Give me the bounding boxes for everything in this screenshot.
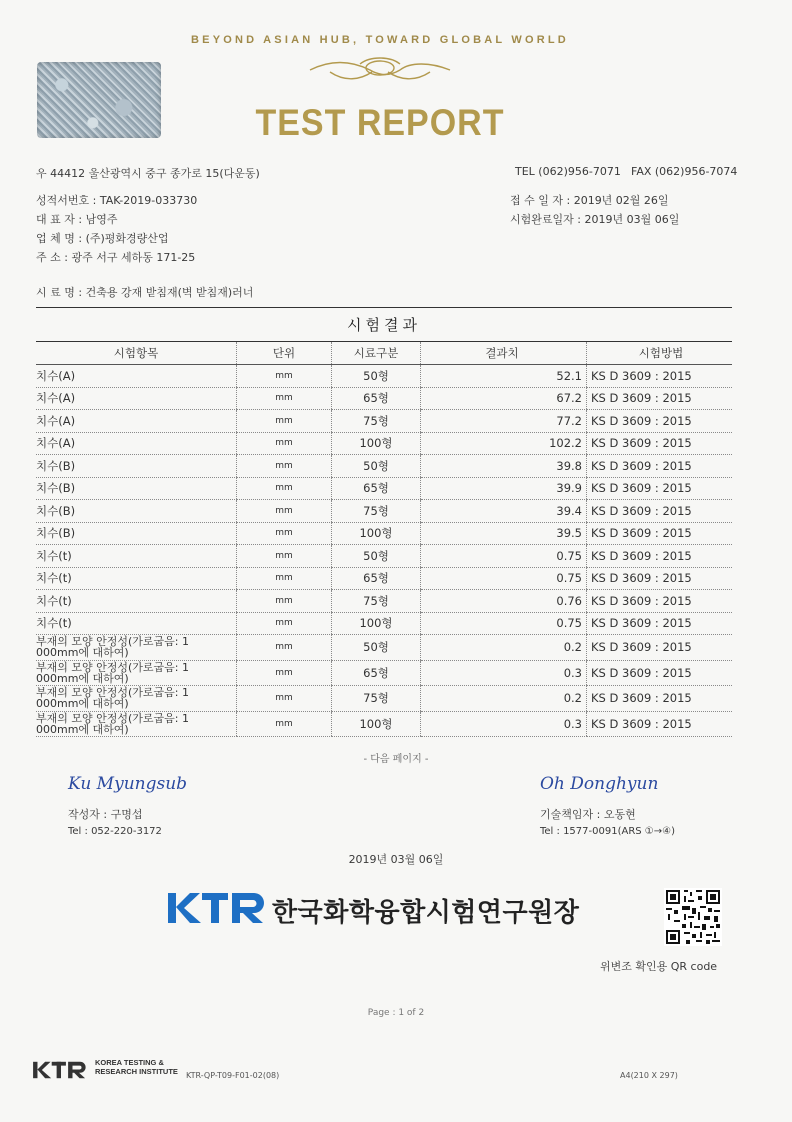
manager-signature: Oh Donghyun [540,774,659,794]
cell-sample: 65형 [332,477,421,500]
cell-result: 0.3 [421,711,587,737]
cell-method: KS D 3609 : 2015 [587,477,733,500]
ktr-logo-icon [166,888,272,928]
cell-sample: 100형 [332,432,421,455]
cell-item: 치수(t) [36,567,237,590]
cell-sample: 100형 [332,711,421,737]
manager-name: 기술책임자 : 오동현 [540,808,636,821]
cell-item: 치수(A) [36,432,237,455]
representative: 대 표 자 : 남영주 [36,213,118,226]
cell-unit: mm [237,686,332,712]
report-number: 성적서번호 : TAK-2019-033730 [36,194,198,207]
cell-unit: mm [237,410,332,433]
cell-method: KS D 3609 : 2015 [587,500,733,523]
cell-result: 0.3 [421,660,587,686]
table-row [36,410,732,433]
cell-method: KS D 3609 : 2015 [587,567,733,590]
table-row [36,432,732,455]
cell-unit: mm [237,365,332,388]
cell-result: 0.75 [421,567,587,590]
cell-method: KS D 3609 : 2015 [587,590,733,613]
cell-result: 52.1 [421,365,587,388]
table-row [36,500,732,523]
cell-sample: 75형 [332,590,421,613]
page-number: Page : 1 of 2 [367,1008,425,1018]
qr-code-icon [664,888,722,946]
cell-method: KS D 3609 : 2015 [587,711,733,737]
issue-date: 2019년 03월 06일 [348,853,444,866]
table-row [36,686,732,712]
cell-result: 0.2 [421,686,587,712]
cell-sample: 65형 [332,660,421,686]
cell-item: 치수(B) [36,500,237,523]
header-unit: 단위 [237,342,332,365]
cell-item-line-1: 부재의 모양 안정성(가로굽음: 1 [36,686,189,700]
cell-item: 치수(A) [36,365,237,388]
cell-result: 39.9 [421,477,587,500]
cell-result: 77.2 [421,410,587,433]
cell-unit: mm [237,567,332,590]
cell-sample: 100형 [332,522,421,545]
company-address: 주 소 : 광주 서구 세하동 171-25 [36,251,196,264]
cell-item: 치수(B) [36,522,237,545]
cell-result: 39.5 [421,522,587,545]
cell-method: KS D 3609 : 2015 [587,455,733,478]
cell-method: KS D 3609 : 2015 [587,410,733,433]
gold-ornament-icon [300,50,460,90]
cell-sample: 50형 [332,545,421,568]
table-row [36,711,732,737]
cell-item: 치수(B) [36,477,237,500]
cell-item [36,635,237,661]
cell-item-line-1: 부재의 모양 안정성(가로굽음: 1 [36,635,189,649]
cell-method: KS D 3609 : 2015 [587,432,733,455]
footer-institute [95,1058,178,1076]
cell-item-line-1: 부재의 모양 안정성(가로굽음: 1 [36,711,189,725]
cell-sample: 50형 [332,365,421,388]
lab-tel: TEL (062)956-7071 [515,165,621,178]
table-row [36,522,732,545]
manager-tel: Tel : 1577-0091(ARS ①→④) [540,826,675,837]
slogan: BEYOND ASIAN HUB, TOWARD GLOBAL WORLD [191,34,569,46]
next-page-note: - 다음 페이지 - [363,754,429,765]
cell-item: 치수(A) [36,387,237,410]
cell-result: 102.2 [421,432,587,455]
cell-item: 치수(t) [36,612,237,635]
cell-method: KS D 3609 : 2015 [587,522,733,545]
completed-date: 시험완료일자 : 2019년 03월 06일 [510,213,680,226]
cell-method: KS D 3609 : 2015 [587,612,733,635]
cell-result: 0.75 [421,545,587,568]
cell-sample: 75형 [332,686,421,712]
results-top-rule [36,307,732,308]
institute-name: 한국화학융합시험연구원장 [272,898,580,928]
table-row [36,455,732,478]
cell-unit: mm [237,522,332,545]
cell-item-line-2: 000mm에 대하여) [36,671,129,685]
table-row [36,545,732,568]
footer-ktr-logo-icon [32,1059,90,1081]
cell-result: 0.76 [421,590,587,613]
header-method: 시험방법 [587,342,733,365]
cell-unit: mm [237,545,332,568]
cell-item: 치수(t) [36,545,237,568]
header-item: 시험항목 [36,342,237,365]
cell-item: 치수(t) [36,590,237,613]
header-result: 결과치 [421,342,587,365]
cell-unit: mm [237,660,332,686]
cell-unit: mm [237,612,332,635]
cell-item: 치수(B) [36,455,237,478]
received-date: 접 수 일 자 : 2019년 02월 26일 [510,194,669,207]
cell-method: KS D 3609 : 2015 [587,365,733,388]
cell-unit: mm [237,711,332,737]
header-sample: 시료구분 [332,342,421,365]
company-name: 업 체 명 : (주)평화경량산업 [36,232,169,245]
cell-result: 39.4 [421,500,587,523]
cell-sample: 100형 [332,612,421,635]
table-row [36,365,732,388]
cell-item-line-2: 000mm에 대하여) [36,722,129,736]
cell-sample: 75형 [332,500,421,523]
cell-result: 67.2 [421,387,587,410]
cell-method: KS D 3609 : 2015 [587,387,733,410]
cell-result: 39.8 [421,455,587,478]
table-header-row [36,342,732,365]
table-row [36,387,732,410]
cell-item-line-2: 000mm에 대하여) [36,646,129,660]
results-table [36,341,732,737]
cell-unit: mm [237,477,332,500]
table-row [36,590,732,613]
cell-sample: 65형 [332,567,421,590]
cell-unit: mm [237,432,332,455]
hologram-seal [37,62,161,138]
cell-item [36,686,237,712]
table-row [36,635,732,661]
cell-item [36,660,237,686]
results-title: 시험결과 [347,316,421,334]
cell-sample: 75형 [332,410,421,433]
paper-size: A4(210 X 297) [620,1071,678,1080]
qr-label: 위변조 확인용 QR code [600,960,718,973]
table-row [36,477,732,500]
table-row [36,660,732,686]
cell-item: 치수(A) [36,410,237,433]
lab-fax: FAX (062)956-7074 [631,165,738,178]
author-signature: Ku Myungsub [68,774,188,794]
author-tel: Tel : 052-220-3172 [68,826,162,837]
cell-unit: mm [237,455,332,478]
cell-result: 0.2 [421,635,587,661]
cell-result: 0.75 [421,612,587,635]
cell-sample: 50형 [332,635,421,661]
cell-method: KS D 3609 : 2015 [587,660,733,686]
form-code: KTR-QP-T09-F01-02(08) [186,1071,280,1080]
cell-item [36,711,237,737]
author-name: 작성자 : 구명섭 [68,808,143,821]
footer-institute-line-1: KOREA TESTING & [95,1058,164,1067]
lab-address: 우 44412 울산광역시 중구 종가로 15(다운동) [36,167,260,180]
cell-item-line-2: 000mm에 대하여) [36,697,129,711]
footer-institute-line-2: RESEARCH INSTITUTE [95,1067,178,1076]
cell-unit: mm [237,387,332,410]
cell-sample: 65형 [332,387,421,410]
table-row [36,612,732,635]
cell-method: KS D 3609 : 2015 [587,635,733,661]
table-row [36,567,732,590]
cell-method: KS D 3609 : 2015 [587,686,733,712]
cell-sample: 50형 [332,455,421,478]
cell-unit: mm [237,590,332,613]
report-title: TEST REPORT [255,102,505,144]
sample-name: 시 료 명 : 건축용 강재 받침재(벽 받침재)러너 [36,286,254,299]
cell-unit: mm [237,635,332,661]
cell-item-line-1: 부재의 모양 안정성(가로굽음: 1 [36,660,189,674]
cell-method: KS D 3609 : 2015 [587,545,733,568]
cell-unit: mm [237,500,332,523]
